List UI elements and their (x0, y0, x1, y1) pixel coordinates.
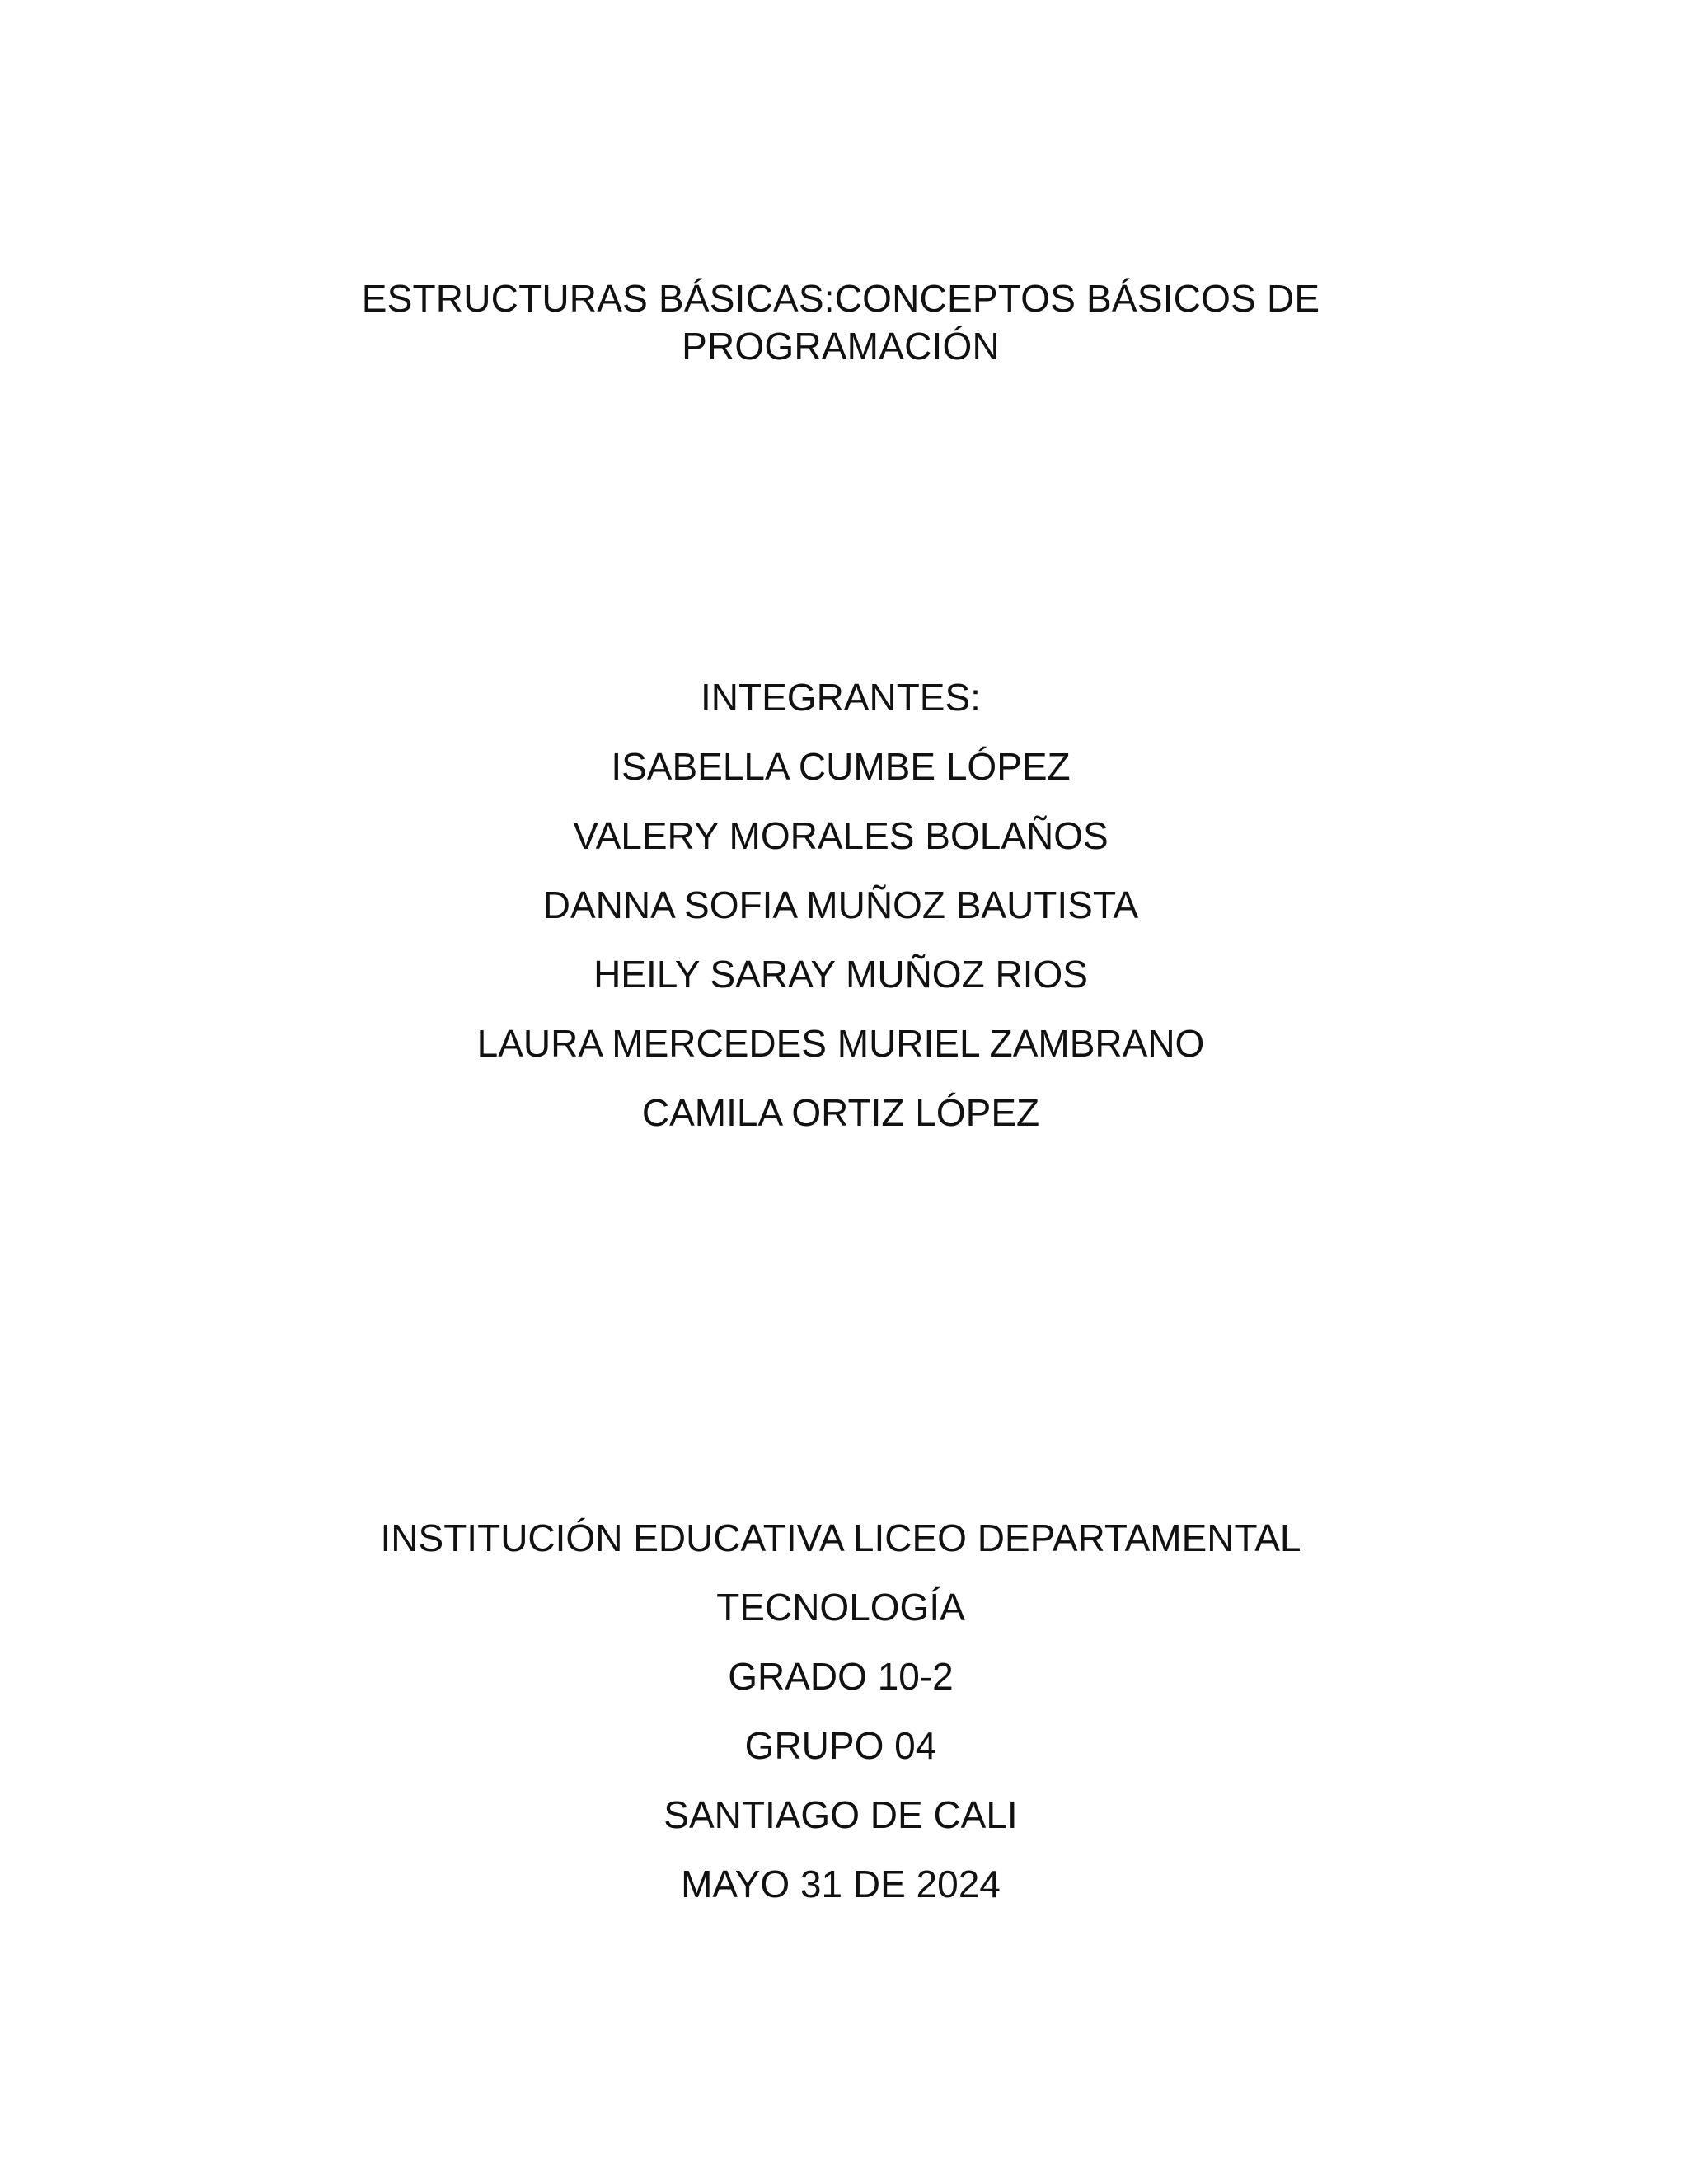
members-section (313, 663, 1368, 1147)
member-name: ISABELLA CUMBE LÓPEZ (611, 745, 1071, 788)
grade: GRADO 10-2 (728, 1655, 954, 1698)
member-name: LAURA MERCEDES MURIEL ZAMBRANO (476, 1022, 1205, 1065)
member-name: VALERY MORALES BOLAÑOS (573, 814, 1109, 857)
document-title (313, 274, 1368, 370)
city: SANTIAGO DE CALI (663, 1793, 1018, 1836)
members-heading: INTEGRANTES: (701, 676, 981, 719)
institution-name: INSTITUCIÓN EDUCATIVA LICEO DEPARTAMENTAL (380, 1516, 1301, 1559)
group: GRUPO 04 (744, 1724, 937, 1767)
subject: TECNOLOGÍA (716, 1586, 965, 1629)
member-name: HEILY SARAY MUÑOZ RIOS (593, 953, 1088, 996)
member-name: CAMILA ORTIZ LÓPEZ (641, 1091, 1040, 1134)
date: MAYO 31 DE 2024 (681, 1863, 1001, 1905)
member-name: DANNA SOFIA MUÑOZ BAUTISTA (542, 883, 1139, 926)
institution-section (313, 1503, 1368, 1919)
title-line-2: PROGRAMACIÓN (682, 325, 1000, 368)
title-line-1: ESTRUCTURAS BÁSICAS:CONCEPTOS BÁSICOS DE (361, 277, 1320, 320)
